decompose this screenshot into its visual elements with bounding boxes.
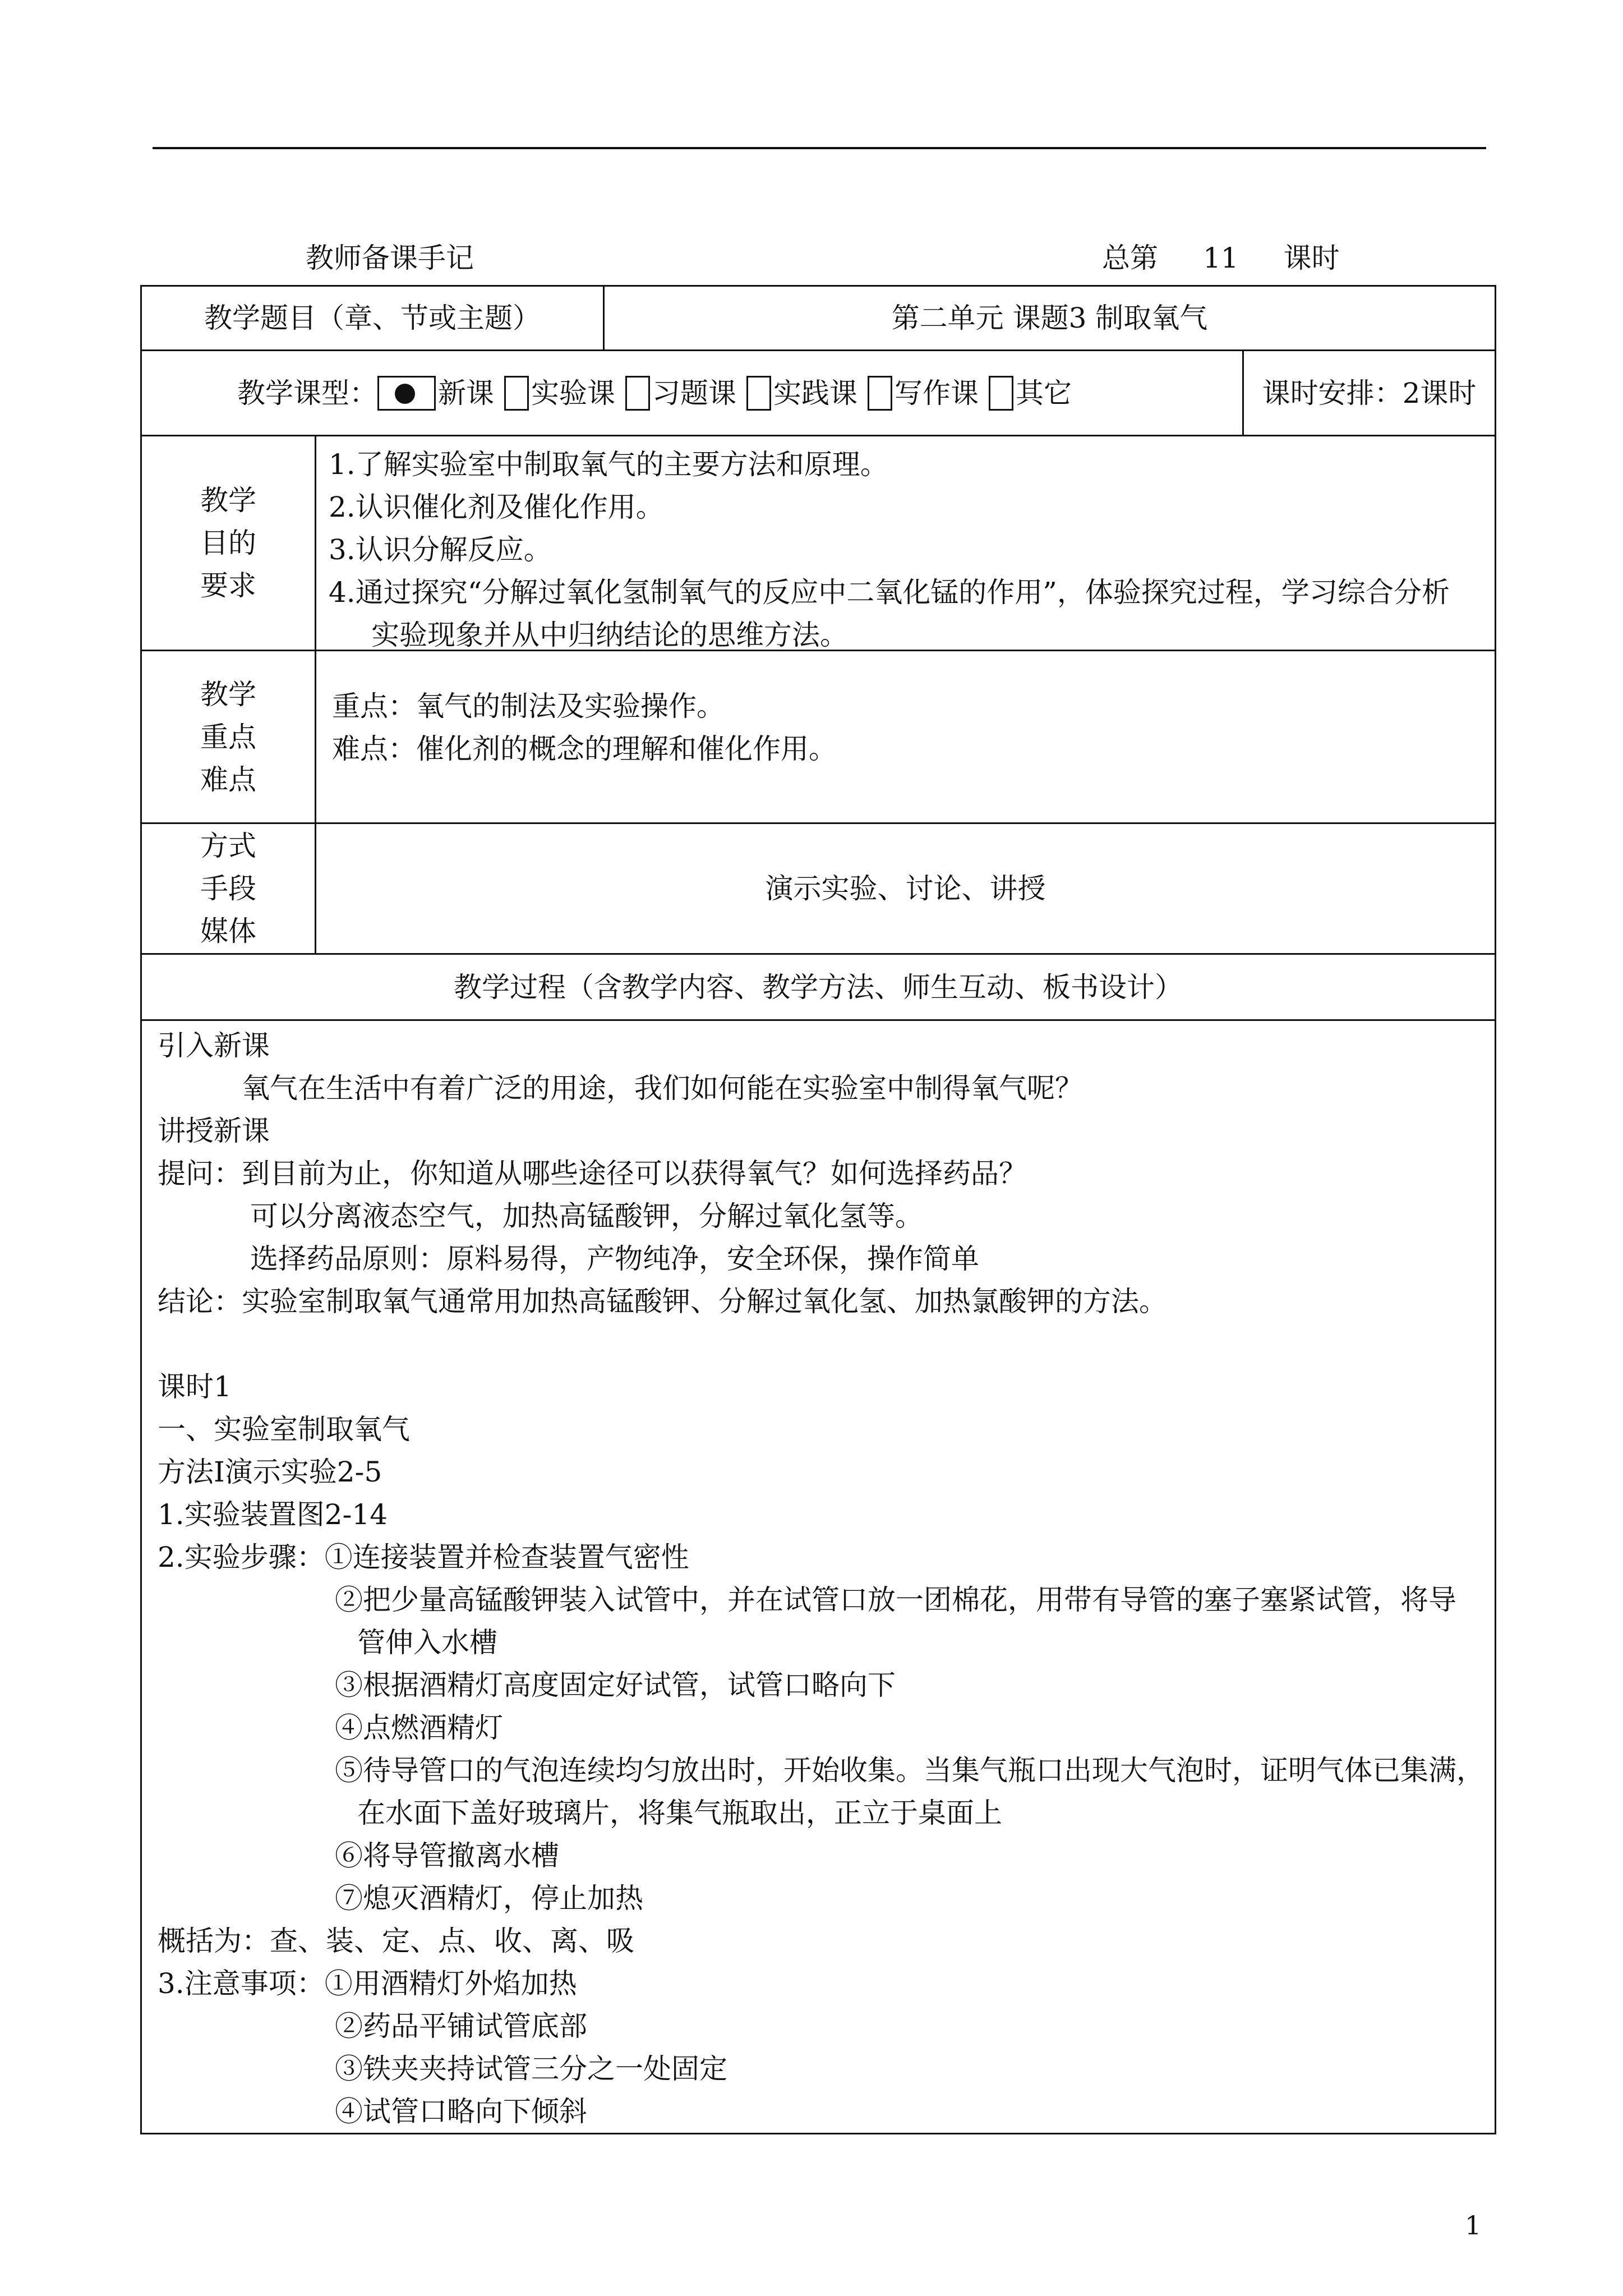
key-points-row xyxy=(142,651,1495,824)
note-2: ②药品平铺试管底部 xyxy=(335,2010,587,2042)
option-writing-lesson[interactable] xyxy=(868,372,979,415)
option-label: 实验课 xyxy=(531,376,615,409)
option-label: 新课 xyxy=(438,376,494,409)
total-number: 11 xyxy=(1203,242,1239,274)
step-1: 2.实验步骤：①连接装置并检查装置气密性 xyxy=(158,1541,689,1573)
section-intro: 引入新课 xyxy=(158,1029,270,1062)
option-lab-lesson[interactable] xyxy=(504,372,615,415)
key-points-list xyxy=(316,651,1495,822)
form-title: 教师备课手记 xyxy=(306,242,474,274)
blank-line xyxy=(158,1323,1484,1365)
option-other-lesson[interactable] xyxy=(989,372,1072,415)
topic-value: 第二单元 课题3 制取氧气 xyxy=(891,302,1208,334)
methods-value: 演示实验、讨论、讲授 xyxy=(765,872,1046,905)
step-6: ⑥将导管撤离水槽 xyxy=(335,1839,559,1872)
lesson-hours: 课时安排：2课时 xyxy=(1262,376,1477,409)
objective-item: 3.认识分解反应。 xyxy=(329,533,552,566)
lesson-type-row xyxy=(142,351,1495,436)
label-line: 重点 xyxy=(200,720,256,753)
section-1-heading: 一、实验室制取氧气 xyxy=(158,1413,410,1446)
objective-item: 4.通过探究“分解过氧化氢制氧气的反应中二氧化锰的作用”，体验探究过程，学习综合分析 xyxy=(329,576,1450,609)
step-5: ⑤待导管口的气泡连续均匀放出时，开始收集。当集气瓶口出现大气泡时，证明气体已集满， xyxy=(335,1754,1484,1787)
method-1-heading: 方法Ⅰ演示实验2-5 xyxy=(158,1456,382,1488)
process-heading: 教学过程（含教学内容、教学方法、师生互动、板书设计） xyxy=(454,970,1183,1004)
process-content-row xyxy=(142,1021,1495,2133)
label-line: 方式 xyxy=(200,830,256,862)
label-line: 教学 xyxy=(200,678,256,711)
option-new-lesson[interactable] xyxy=(377,372,494,415)
checkbox-exercise-lesson[interactable] xyxy=(625,376,650,411)
key-point-item: 重点：氧气的制法及实验操作。 xyxy=(332,690,725,723)
checkbox-other-lesson[interactable] xyxy=(989,376,1013,411)
topic-label: 教学题目（章、节或主题） xyxy=(142,287,605,349)
lesson-1-heading: 课时1 xyxy=(158,1370,232,1403)
question-line: 提问：到目前为止，你知道从哪些途径可以获得氧气？如何选择药品？ xyxy=(158,1157,1027,1190)
selected-dot-icon xyxy=(395,384,415,404)
note-1: 3.注意事项：①用酒精灯外焰加热 xyxy=(158,1967,577,2000)
process-content xyxy=(142,1021,1484,2133)
methods-label xyxy=(142,824,316,953)
label-line: 教学 xyxy=(200,484,256,517)
option-label: 其它 xyxy=(1016,376,1072,409)
checkbox-new-lesson[interactable] xyxy=(377,376,436,411)
label-line: 手段 xyxy=(200,872,256,905)
conclusion-line: 结论：实验室制取氧气通常用加热高锰酸钾、分解过氧化氢、加热氯酸钾的方法。 xyxy=(158,1285,1167,1318)
objective-item: 2.认识催化剂及催化作用。 xyxy=(329,491,664,523)
section-teaching: 讲授新课 xyxy=(158,1115,270,1147)
label-line: 难点 xyxy=(200,763,256,796)
apparatus-line: 1.实验装置图2-14 xyxy=(158,1498,388,1531)
note-3: ③铁夹夹持试管三分之一处固定 xyxy=(335,2053,727,2085)
step-2: ②把少量高锰酸钾装入试管中，并在试管口放一团棉花，用带有导管的塞子塞紧试管，将导 xyxy=(335,1584,1456,1616)
step-3: ③根据酒精灯高度固定好试管，试管口略向下 xyxy=(335,1669,896,1701)
key-points-label xyxy=(142,651,316,822)
total-prefix: 总第 xyxy=(1102,242,1158,274)
option-exercise-lesson[interactable] xyxy=(625,372,736,415)
lesson-plan-table xyxy=(140,285,1496,2134)
lesson-type-options xyxy=(142,351,1244,435)
summary-line: 概括为：查、装、定、点、收、离、吸 xyxy=(158,1925,634,1957)
label-line: 媒体 xyxy=(200,915,256,947)
label-line: 要求 xyxy=(200,569,256,602)
option-label: 习题课 xyxy=(652,376,736,409)
objectives-label xyxy=(142,436,316,650)
step-2-continued: 管伸入水槽 xyxy=(357,1626,497,1659)
checkbox-practice-lesson[interactable] xyxy=(746,376,771,411)
principle-line: 选择药品原则：原料易得，产物纯净，安全环保，操作简单 xyxy=(250,1243,979,1275)
answer-line: 可以分离液态空气，加热高锰酸钾，分解过氧化氢等。 xyxy=(250,1200,923,1232)
topic-row xyxy=(142,287,1495,351)
header-rule xyxy=(153,147,1486,149)
total-lesson-count xyxy=(1102,241,1340,275)
step-7: ⑦熄灭酒精灯，停止加热 xyxy=(335,1882,643,1915)
methods-row xyxy=(142,824,1495,955)
option-practice-lesson[interactable] xyxy=(746,372,857,415)
page-number: 1 xyxy=(1465,2210,1482,2240)
objective-item: 1.了解实验室中制取氧气的主要方法和原理。 xyxy=(329,448,888,481)
process-heading-row xyxy=(142,955,1495,1021)
checkbox-writing-lesson[interactable] xyxy=(868,376,892,411)
lesson-type-label: 教学课型： xyxy=(237,376,377,409)
intro-text: 氧气在生活中有着广泛的用途，我们如何能在实验室中制得氧气呢？ xyxy=(242,1072,1083,1105)
label-line: 目的 xyxy=(200,527,256,559)
option-label: 实践课 xyxy=(773,376,857,409)
step-4: ④点燃酒精灯 xyxy=(335,1711,503,1744)
objectives-row xyxy=(142,436,1495,651)
total-suffix: 课时 xyxy=(1283,242,1340,274)
step-5-continued: 在水面下盖好玻璃片，将集气瓶取出，正立于桌面上 xyxy=(357,1797,1002,1829)
difficult-point-item: 难点：催化剂的概念的理解和催化作用。 xyxy=(332,733,837,765)
objectives-list xyxy=(316,436,1495,650)
note-4: ④试管口略向下倾斜 xyxy=(335,2095,587,2128)
checkbox-lab-lesson[interactable] xyxy=(504,376,529,411)
objective-item-continued: 实验现象并从中归纳结论的思维方法。 xyxy=(371,619,848,651)
option-label: 写作课 xyxy=(895,376,979,409)
